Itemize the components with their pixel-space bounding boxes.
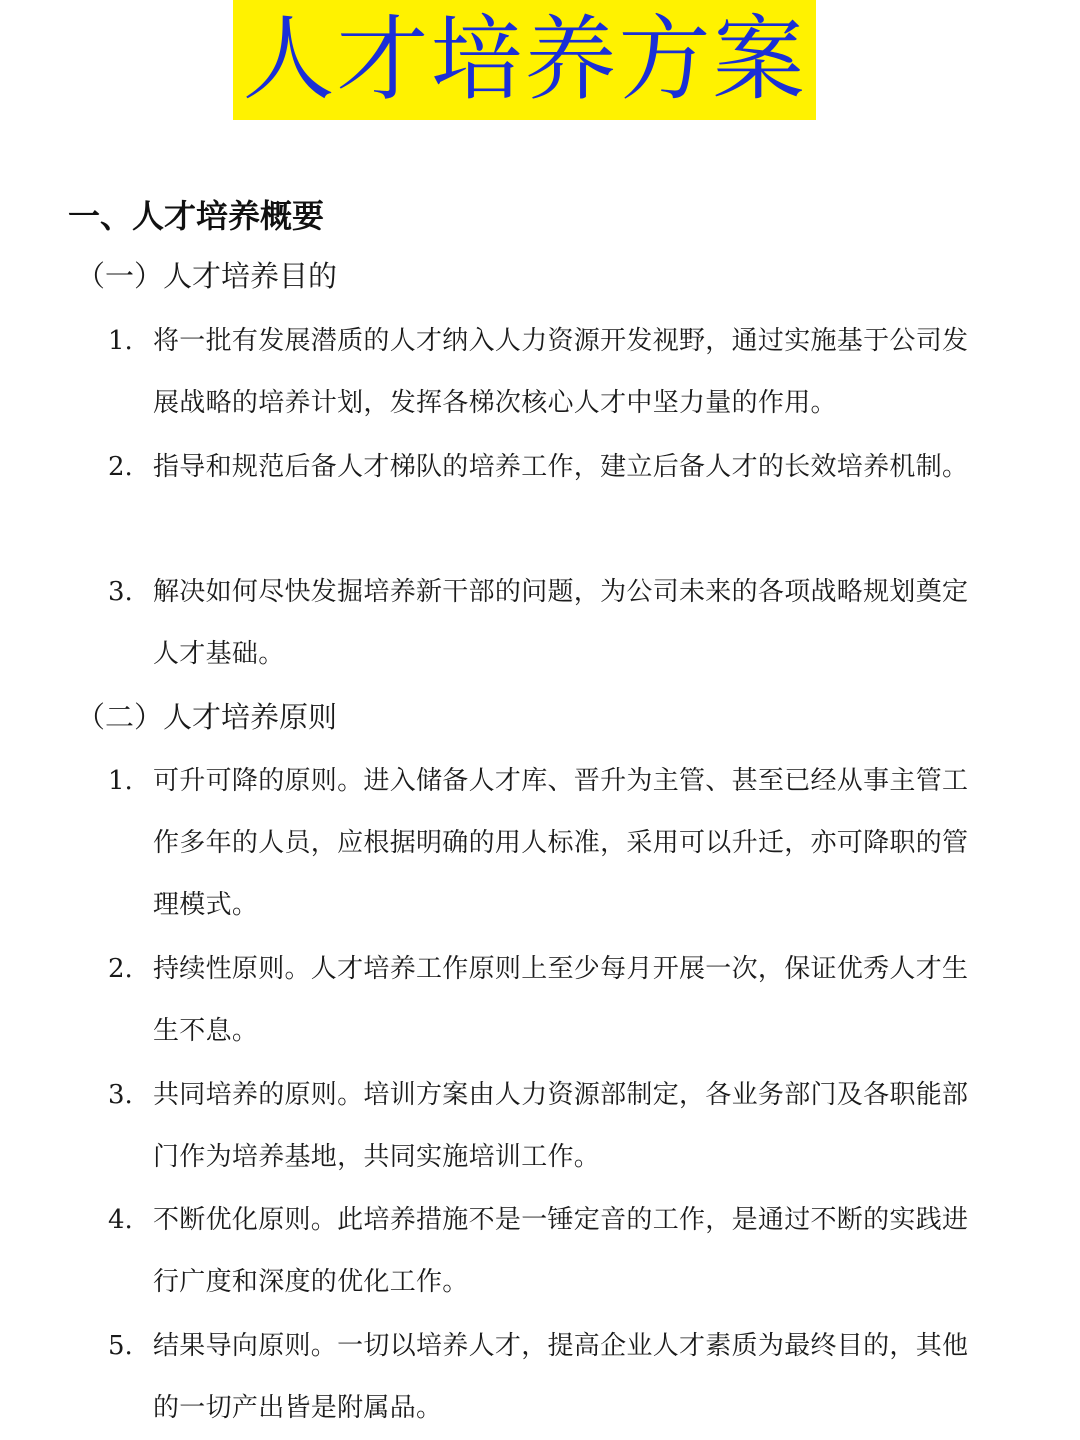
section-heading-overview: 一、人才培养概要: [68, 197, 325, 235]
list-item-text: 可升可降的原则。进入储备人才库、晋升为主管、甚至已经从事主管工作多年的人员，应根据明确的用人标准，采用可以升迁，亦可降职的管理模式。: [153, 766, 969, 920]
list-item-text: 结果导向原则。一切以培养人才，提高企业人才素质为最终目的，其他的一切产出皆是附属品。: [153, 1331, 969, 1423]
list-item-number: 5.: [108, 1331, 133, 1361]
document-title: 人才培养方案: [242, 6, 807, 113]
list-item-text: 指导和规范后备人才梯队的培养工作，建立后备人才的长效培养机制。: [153, 452, 969, 482]
title-banner: [233, 0, 816, 120]
subheading-purpose: （一）人才培养目的: [76, 259, 338, 293]
list-item-number: 1.: [108, 766, 133, 796]
list-item-number: 3.: [108, 1080, 133, 1110]
list-item-number: 2.: [108, 452, 133, 482]
list-item-text: 持续性原则。人才培养工作原则上至少每月开展一次，保证优秀人才生生不息。: [153, 954, 969, 1046]
list-item-number: 4.: [108, 1205, 133, 1235]
list-item-number: 1.: [108, 326, 133, 356]
list-item-text: 将一批有发展潜质的人才纳入人力资源开发视野，通过实施基于公司发展战略的培养计划，发挥各梯次核心人才中坚力量的作用。: [153, 326, 969, 418]
list-item-number: 3.: [108, 577, 133, 607]
list-item-number: 2.: [108, 954, 133, 984]
subheading-principles: （二）人才培养原则: [76, 700, 338, 734]
list-item-text: 共同培养的原则。培训方案由人力资源部制定，各业务部门及各职能部门作为培养基地，共同实施培训工作。: [153, 1080, 969, 1172]
list-item-text: 不断优化原则。此培养措施不是一锤定音的工作，是通过不断的实践进行广度和深度的优化工作。: [153, 1205, 969, 1297]
list-item-text: 解决如何尽快发掘培养新干部的问题，为公司未来的各项战略规划奠定人才基础。: [153, 577, 969, 669]
